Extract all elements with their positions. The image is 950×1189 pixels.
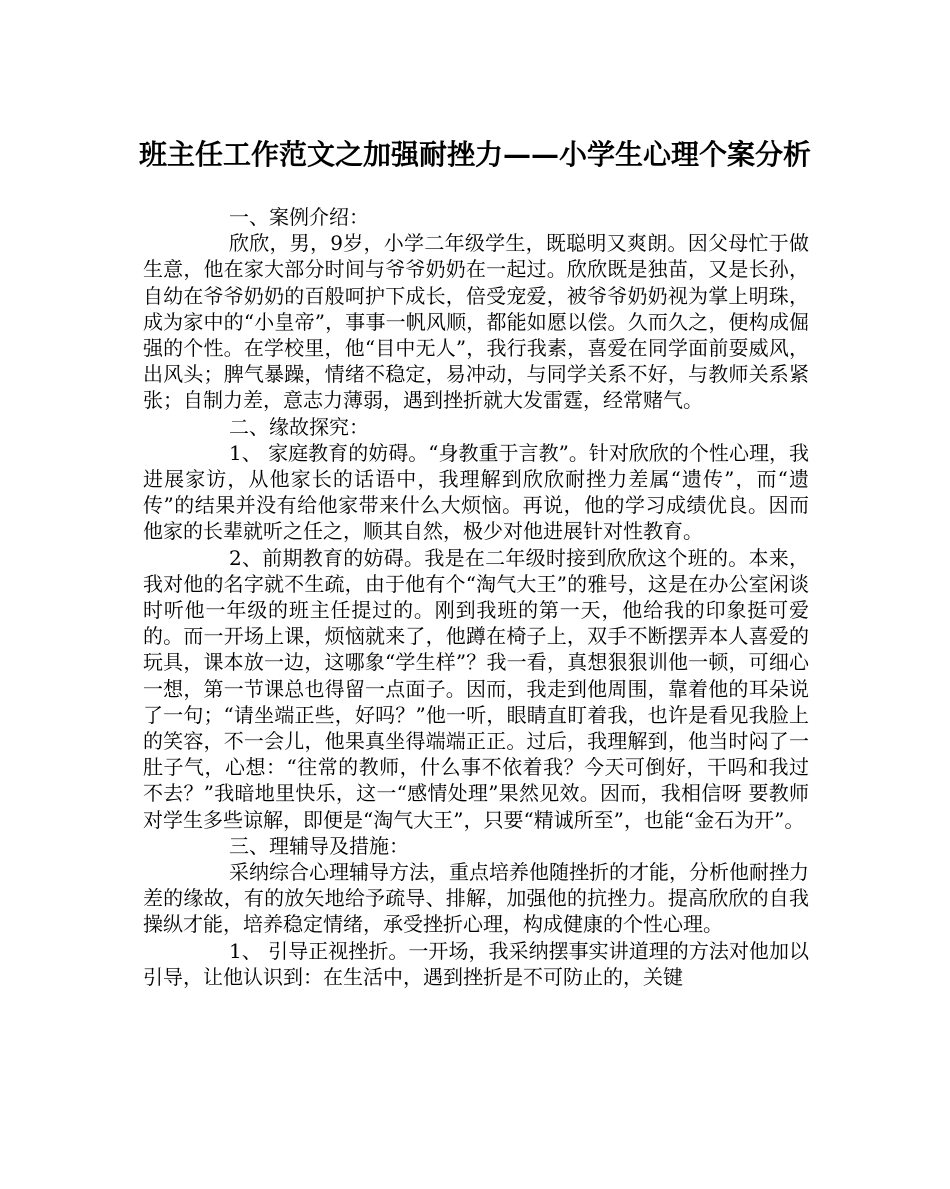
document-body (143, 204, 809, 990)
paragraph-case-description: 欣欣，男，9岁，小学二年级学生，既聪明又爽朗。因父母忙于做生意，他在家大部分时间与爷爷奶奶在一起过。欣欣既是独苗，又是长孙，自幼在爷爷奶奶的百般呵护下成长，倍受宠爱，被爷爷奶奶视为掌上明珠，成为家中的“小皇帝”，事事一帆风顺，都能如愿以偿。久而久之，便构成倔强的个性。在学校里，他“目中无人”，我行我素，喜爱在同学面前耍威风，出风头；脾气暴躁，情绪不稳定，易冲动，与同学关系不好，与教师关系紧张；自制力差，意志力薄弱，遇到挫折就大发雷霆，经常赌气。 (143, 231, 809, 413)
paragraph-face-frustration: 1、 引导正视挫折。一开场，我采纳摆事实讲道理的方法对他加以引导，让他认识到：在生活中，遇到挫折是不可防止的，关键 (143, 938, 809, 989)
section-heading-counseling-measures: 三、理辅导及措施： (229, 833, 409, 858)
section-heading-cause-analysis: 二、缘故探究： (229, 414, 369, 439)
paragraph-family-education: 1、 家庭教育的妨碍。“身教重于言教”。针对欣欣的个性心理，我进展家访，从他家长的话语中，我理解到欣欣耐挫力差属“遗传”，而“遗传”的结果并没有给他家带来什么大烦恼。再说，他的学习成绩优良。因而他家的长辈就听之任之，顺其自然，极少对他进展针对性教育。 (143, 440, 809, 544)
section-heading-case-intro: 一、案例介绍： (229, 205, 369, 229)
paragraph-counseling-method: 采纳综合心理辅导方法，重点培养他随挫折的才能，分析他耐挫力差的缘故，有的放矢地给予疏导、排解，加强他的抗挫力。提高欣欣的自我操纵才能，培养稳定情绪，承受挫折心理，构成健康的个性心理。 (143, 860, 809, 937)
document-title: 班主任工作范文之加强耐挫力——小学生心理个案分析 (138, 138, 811, 171)
paragraph-early-education: 2、前期教育的妨碍。我是在二年级时接到欣欣这个班的。本来，我对他的名字就不生疏，由于他有个“淘气大王”的雅号，这是在办公室闲谈时听他一年级的班主任提过的。刚到我班的第一天，他给我的印象挺可爱的。而一开场上课，烦恼就来了，他蹲在椅子上，双手不断摆弄本人喜爱的玩具，课本放一边，这哪象“学生样”？我一看，真想狠狠训他一顿，可细心一想，第一节课总也得留一点面子。因而，我走到他周围，靠着他的耳朵说了一句；“请坐端正些，好吗？”他一听，眼睛直盯着我，也许是看见我脸上的笑容，不一会儿，他果真坐得端端正正。过后，我理解到，他当时闷了一肚子气，心想：“往常的教师，什么事不依着我？今天可倒好，干吗和我过不去？”我暗地里快乐，这一“感情处理”果然见效。因而，我相信呀 要教师对学生多些谅解，即便是“淘气大王”，只要“精诚所至”，也能“金石为开”。 (143, 545, 809, 832)
